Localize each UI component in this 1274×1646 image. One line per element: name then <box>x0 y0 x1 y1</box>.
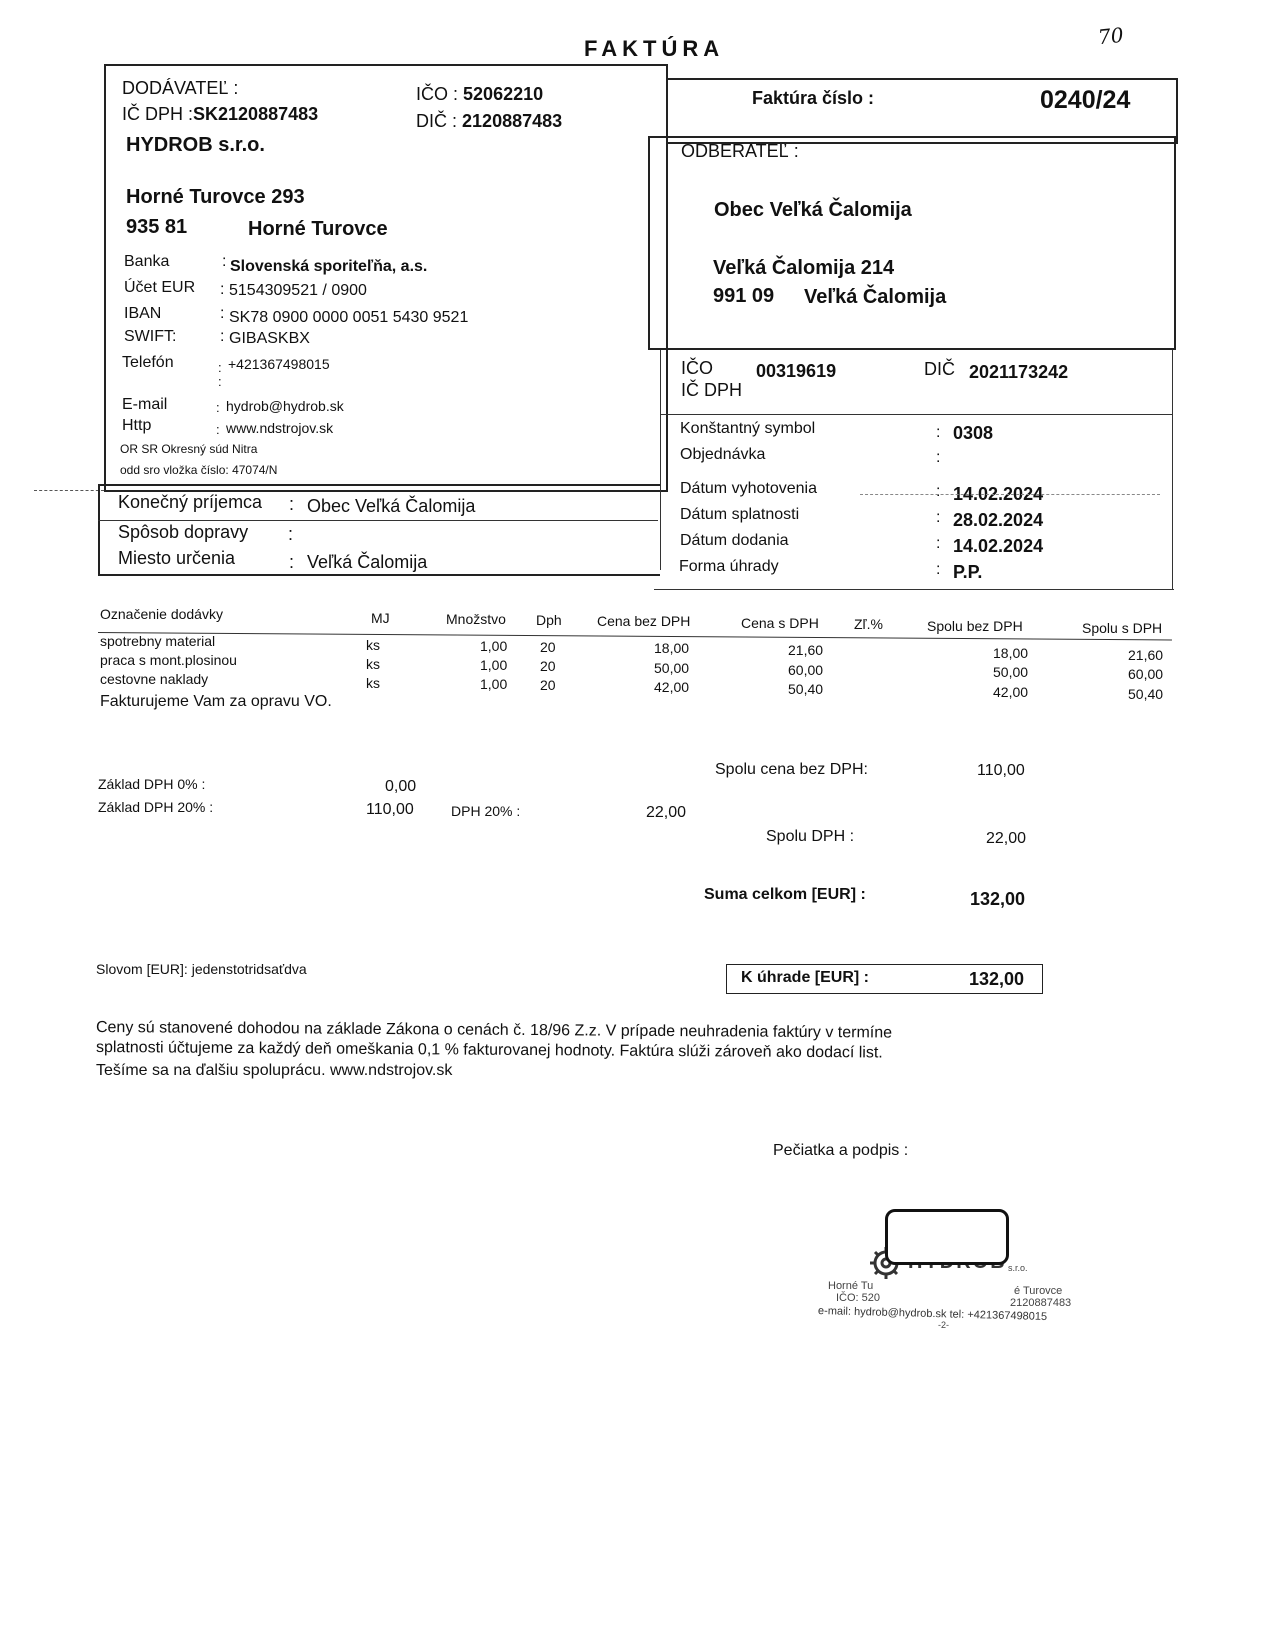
stamp-line-1-right: é Turovce <box>1014 1285 1063 1297</box>
issue-date-colon: : <box>936 483 941 500</box>
table-row-2-total: 50,00 <box>993 664 1029 680</box>
account-label: Účet EUR <box>124 279 196 296</box>
destination-value: Veľká Čalomija <box>307 552 428 572</box>
email-value: hydrob@hydrob.sk <box>226 398 344 414</box>
redaction-box <box>885 1209 1009 1265</box>
supplier-ic-dph-label: IČ DPH : <box>122 104 194 124</box>
details-left-rule <box>660 350 661 570</box>
table-row-1-total-vat: 21,60 <box>1128 647 1164 663</box>
transport-label: Spôsob dopravy <box>118 522 249 542</box>
col-header-vat: Dph <box>536 612 562 628</box>
customer-ico: 00319619 <box>756 361 837 381</box>
order-label: Objednávka <box>680 446 766 463</box>
stamp-line-2-right: 2120887483 <box>1010 1297 1072 1309</box>
iban-label: IBAN <box>124 305 162 322</box>
table-row-3-total-vat: 50,40 <box>1128 686 1164 702</box>
order-colon: : <box>936 449 941 466</box>
base0-value: 0,00 <box>385 778 417 795</box>
col-header-item: Označenie dodávky <box>100 606 223 622</box>
const-symbol-value: 0308 <box>953 423 994 443</box>
supplier-ico-value: 52062210 <box>463 84 544 104</box>
company-stamp <box>817 1245 1150 1355</box>
supplier-dic-label: DIČ : <box>416 111 458 131</box>
terms-line-1: Ceny sú stanovené dohodou na základe Zákona o cenách č. 18/96 Z.z. V prípade neuhradenia faktúry v termíne <box>95 1019 893 1042</box>
table-row-2-vat: 20 <box>540 658 556 674</box>
customer-heading: ODBERATEĽ : <box>681 141 799 161</box>
account-colon: : <box>220 281 225 298</box>
delivery-date-label: Dátum dodania <box>680 532 789 549</box>
swift-label: SWIFT: <box>124 328 177 345</box>
col-header-mj: MJ <box>371 610 390 626</box>
iban-colon: : <box>220 305 225 322</box>
table-row-3-qty: 1,00 <box>480 676 508 692</box>
table-row-1-price-vat: 21,60 <box>788 642 824 658</box>
supplier-heading: DODÁVATEĽ : <box>122 78 239 98</box>
stamp-line-2-left: IČO: 520 <box>836 1292 881 1304</box>
vat20-value: 22,00 <box>646 804 687 821</box>
table-row-2-price-vat: 60,00 <box>788 662 824 678</box>
registry-insert-label: odd sro vložka číslo: <box>120 463 229 477</box>
registry-insert <box>120 463 277 477</box>
signature-label: Pečiatka a podpis : <box>773 1142 909 1159</box>
iban-value: SK78 0900 0000 0051 5430 9521 <box>229 309 469 326</box>
invoice-number: 0240/24 <box>1040 86 1131 114</box>
supplier-city: Horné Turovce <box>248 218 388 240</box>
final-recipient-label: Konečný príjemca <box>118 492 263 512</box>
stamp-line-3: e-mail: hydrob@hydrob.sk tel: +421367498015 <box>817 1305 1048 1323</box>
customer-dic: 2021173242 <box>969 362 1069 382</box>
stamp-suffix: s.r.o. <box>1008 1263 1028 1273</box>
customer-city: Veľká Čalomija <box>804 286 947 308</box>
fold-line-left <box>34 490 104 491</box>
col-header-total-vat: Spolu s DPH <box>1082 620 1163 636</box>
customer-ico-label: IČO <box>681 358 714 378</box>
customer-box <box>648 136 1176 350</box>
grand-total-value: 132,00 <box>970 889 1026 909</box>
table-note: Fakturujeme Vam za opravu VO. <box>100 693 332 710</box>
table-row-1-price: 18,00 <box>654 640 690 656</box>
terms-line-2: splatnosti účtujeme za každý deň omeškania 0,1 % fakturovanej hodnoty. Faktúra slúži zároveň ako dodací list. <box>95 1039 883 1062</box>
email-colon: : <box>216 400 220 415</box>
transport-colon: : <box>288 524 294 544</box>
amount-in-words-label: Slovom [EUR]: <box>96 961 188 977</box>
amount-in-words <box>96 961 307 977</box>
col-header-price-vat: Cena s DPH <box>741 615 819 631</box>
payment-colon: : <box>936 561 941 578</box>
email-label: E-mail <box>122 396 168 413</box>
bank-colon: : <box>222 253 227 270</box>
table-row-2-item: praca s mont.plosinou <box>100 652 237 668</box>
terms-line-3: Tešíme sa na ďalšiu spoluprácu. www.ndstrojov.sk <box>96 1062 453 1079</box>
invoice-title: FAKTÚRA <box>584 36 725 61</box>
supplier-street: Horné Turovce 293 <box>126 186 305 208</box>
table-row-3-item: cestovne naklady <box>100 671 209 687</box>
table-row-2-price: 50,00 <box>654 660 690 676</box>
base20-label: Základ DPH 20% : <box>98 799 214 815</box>
const-symbol-label: Konštantný symbol <box>680 420 816 437</box>
customer-dic-label: DIČ <box>924 359 955 379</box>
supplier-name: HYDROB s.r.o. <box>126 134 265 156</box>
supplier-ic-dph-value: SK2120887483 <box>193 104 319 124</box>
supplier-ico <box>416 84 543 105</box>
supplier-dic-value: 2120887483 <box>462 111 563 131</box>
customer-name: Obec Veľká Čalomija <box>714 199 912 221</box>
total-no-vat-label: Spolu cena bez DPH: <box>715 761 868 778</box>
stamp-line-4: -2- <box>938 1320 949 1330</box>
handwritten-page-note: 70 <box>1096 22 1125 50</box>
delivery-date: 14.02.2024 <box>953 536 1044 556</box>
due-date-colon: : <box>936 509 941 526</box>
due-date: 28.02.2024 <box>953 510 1044 530</box>
bank-value: Slovenská sporiteľňa, a.s. <box>230 258 428 275</box>
table-row-2-qty: 1,00 <box>480 657 508 673</box>
bank-label: Banka <box>124 253 170 270</box>
total-vat-label: Spolu DPH : <box>766 828 855 845</box>
phone-colon-2: : <box>218 374 222 389</box>
phone-colon: : <box>218 360 222 375</box>
amount-in-words-value: jedenstotridsaťdva <box>191 961 307 977</box>
details-right-rule <box>1172 350 1173 590</box>
table-row-3-mj: ks <box>366 675 380 691</box>
issue-date-label: Dátum vyhotovenia <box>680 480 817 497</box>
table-row-1-qty: 1,00 <box>480 638 508 654</box>
fold-line-right <box>860 494 1160 495</box>
destination-label: Miesto určenia <box>118 548 236 568</box>
table-row-3-vat: 20 <box>540 677 556 693</box>
total-vat-value: 22,00 <box>986 830 1027 847</box>
customer-ic-dph-label: IČ DPH <box>681 380 743 400</box>
total-no-vat-value: 110,00 <box>977 762 1025 779</box>
col-header-total: Spolu bez DPH <box>927 618 1023 634</box>
base0-label: Základ DPH 0% : <box>98 776 206 792</box>
payment-label: Forma úhrady <box>679 558 779 575</box>
col-header-price: Cena bez DPH <box>597 613 691 629</box>
grand-total-label: Suma celkom [EUR] : <box>704 886 866 903</box>
customer-zip: 991 09 <box>713 285 775 307</box>
final-recipient: Obec Veľká Čalomija <box>307 496 476 516</box>
col-header-discount: Zľ.% <box>854 616 883 632</box>
supplier-dic <box>416 111 562 132</box>
details-bottom-rule <box>654 589 1174 590</box>
table-row-1-vat: 20 <box>540 639 556 655</box>
account-value: 5154309521 / 0900 <box>229 282 367 299</box>
final-recipient-colon: : <box>289 494 295 514</box>
supplier-ico-label: IČO : <box>416 84 459 104</box>
http-label: Http <box>122 417 152 434</box>
to-pay-value: 132,00 <box>969 969 1025 989</box>
swift-value: GIBASKBX <box>229 330 310 347</box>
const-symbol-colon: : <box>936 424 941 441</box>
delivery-date-colon: : <box>936 535 941 552</box>
phone-value: +421367498015 <box>228 356 330 372</box>
swift-colon: : <box>220 328 225 345</box>
details-ico-rule <box>660 414 1172 415</box>
destination-colon: : <box>289 552 295 572</box>
table-row-1-total: 18,00 <box>993 645 1029 661</box>
table-row-3-total: 42,00 <box>993 684 1029 700</box>
table-row-3-price-vat: 50,40 <box>788 681 824 697</box>
customer-street: Veľká Čalomija 214 <box>713 257 895 279</box>
supplier-zip: 935 81 <box>126 216 188 238</box>
table-row-2-mj: ks <box>366 656 380 672</box>
http-colon: : <box>216 422 220 437</box>
to-pay-label: K úhrade [EUR] : <box>741 969 869 986</box>
table-row-1-item: spotrebny material <box>100 633 216 649</box>
http-value: www.ndstrojov.sk <box>226 420 334 436</box>
table-row-2-total-vat: 60,00 <box>1128 666 1164 682</box>
base20-value: 110,00 <box>366 801 414 818</box>
col-header-qty: Množstvo <box>446 611 506 627</box>
supplier-ic-dph <box>122 104 318 125</box>
due-date-label: Dátum splatnosti <box>680 506 800 523</box>
stamp-line-1-left: Horné Tu <box>828 1280 874 1292</box>
issue-date: 14.02.2024 <box>953 484 1044 504</box>
table-row-1-mj: ks <box>366 637 380 653</box>
supplier-box <box>104 64 668 492</box>
invoice-number-label: Faktúra číslo : <box>752 88 875 108</box>
payment-value: P.P. <box>953 562 983 582</box>
vat20-label: DPH 20% : <box>451 803 521 819</box>
table-row-3-price: 42,00 <box>654 679 690 695</box>
registry-insert-value: 47074/N <box>232 463 278 477</box>
delivery-rule <box>98 520 658 521</box>
phone-label: Telefón <box>122 354 174 371</box>
registry-court: OR SR Okresný súd Nitra <box>120 442 258 456</box>
